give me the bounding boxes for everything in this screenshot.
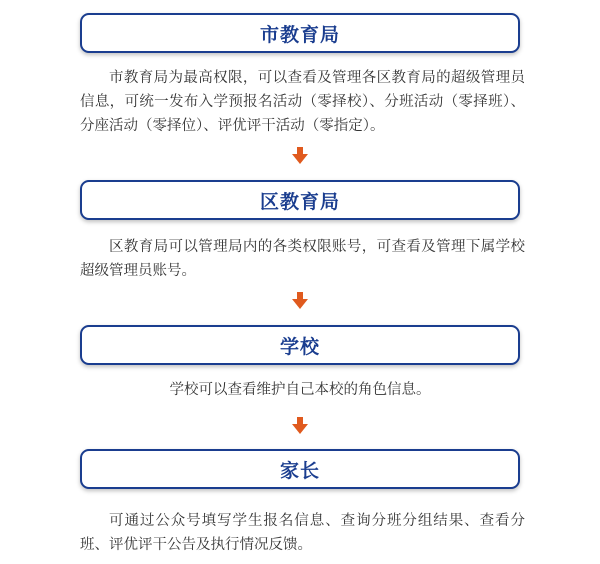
level-title: 学校 [279,335,320,358]
level-box-city-bureau [80,13,520,53]
level-description: 学校可以查看维护自己本校的角色信息。 [169,382,431,398]
arrow-down-icon [290,291,310,311]
level-box-school [80,325,520,365]
level-box-district-bureau [80,180,520,220]
arrow-down-icon [290,416,310,436]
level-title: 区教育局 [259,190,340,213]
level-box-parent [80,449,520,489]
level-description: 可通过公众号填写学生报名信息、查询分班分组结果、查看分班、评优评干公告及执行情况反馈。 [80,513,525,553]
level-title: 市教育局 [259,23,340,46]
arrow-down-icon [290,146,310,166]
level-title: 家长 [279,459,320,482]
level-description: 区教育局可以管理局内的各类权限账号，可查看及管理下属学校超级管理员账号。 [80,239,525,279]
level-description: 市教育局为最高权限，可以查看及管理各区教育局的超级管理员信息，可统一发布入学预报名活动（零择校）、分班活动（零择班）、分座活动（零择位）、评优评干活动（零指定）。 [80,70,525,134]
